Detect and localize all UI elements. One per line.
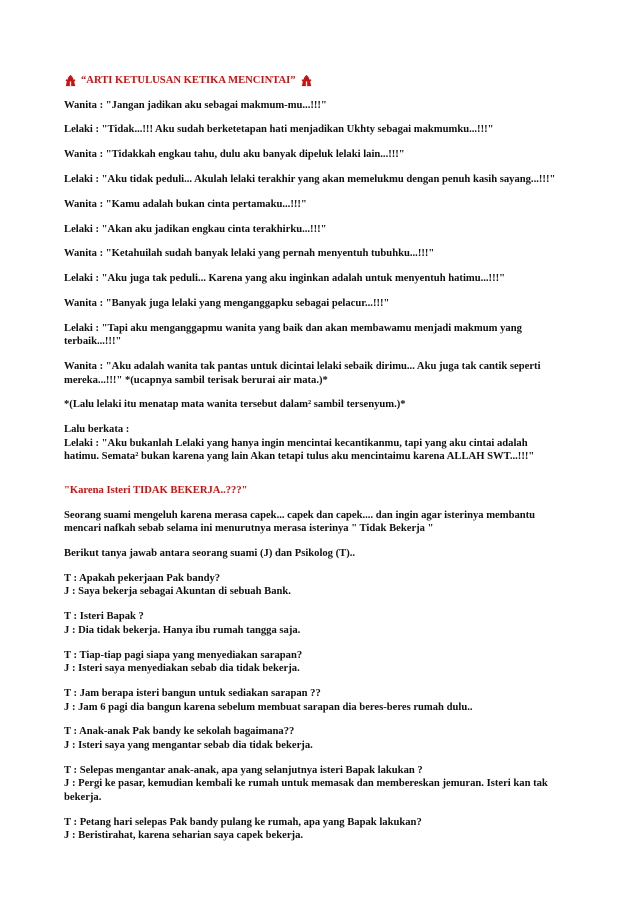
intro-line: Berikut tanya jawab antara seorang suami (J) dan Psikolog (T).. <box>64 548 356 560</box>
closing-paragraph: Lalu berkata : Lelaki : "Aku bukanlah Lelaki yang hanya ingin mencintai kecantikanmu, tapi yang aku cintai adalah hatimu. Semata² bukan karena yang lain Akan tetapi tulus aku mencintaimu karena ALLAH SWT...!!!" <box>64 424 535 463</box>
dialogue-line: Wanita : "Ketahuilah sudah banyak lelaki yang pernah menyentuh tubuhku...!!!" <box>64 248 435 260</box>
dialogue-line: Wanita : "Tidakkah engkau tahu, dulu aku banyak dipeluk lelaki lain...!!!" <box>64 149 405 161</box>
flower-ornament-icon <box>64 74 77 87</box>
qa-pair: T : Selepas mengantar anak-anak, apa yang selanjutnya isteri Bapak lakukan ? J : Pergi ke pasar, kemudian kembali ke rumah untuk memasak dan membereskan jemuran. Isteri kan tak bekerja. <box>64 764 548 803</box>
dialogue-line: Lelaki : "Tidak...!!! Aku sudah berketetapan hati menjadikan Ukhty sebagai makmumku...!!!" <box>64 124 494 136</box>
qa-pair: T : Anak-anak Pak bandy ke sekolah bagaimana?? J : Isteri saya yang mengantar sebab dia tidak bekerja. <box>64 726 313 751</box>
story2-title: "Karena Isteri TIDAK BEKERJA..???" <box>64 484 248 496</box>
dialogue-line: Lelaki : "Tapi aku menganggapmu wanita yang baik dan akan membawamu menjadi makmum yang terbaik...!!!" <box>64 322 522 348</box>
dialogue-line: Wanita : "Jangan jadikan aku sebagai makmum-mu...!!!" <box>64 99 327 111</box>
narration-line: *(Lalu lelaki itu menatap mata wanita tersebut dalam² sambil tersenyum.)* <box>64 399 406 411</box>
qa-pair: T : Jam berapa isteri bangun untuk sediakan sarapan ?? J : Jam 6 pagi dia bangun karena sebelum membuat sarapan dia beres-beres rumah dulu.. <box>64 688 473 713</box>
qa-pair: T : Apakah pekerjaan Pak bandy? J : Saya bekerja sebagai Akuntan di sebuah Bank. <box>64 572 291 598</box>
dialogue-line: Wanita : "Aku adalah wanita tak pantas untuk dicintai lelaki sebaik dirimu... Aku juga tak cantik seperti mereka...!!!" *(ucapnya sambil terisak berurai air mata.)* <box>64 361 541 386</box>
qa-pair: T : Petang hari selepas Pak bandy pulang ke rumah, apa yang Bapak lakukan? J : Beristirahat, karena seharian saya capek bekerja. <box>64 816 422 842</box>
story1-title-row <box>64 74 578 88</box>
story1-title: “ARTI KETULUSAN KETIKA MENCINTAI” <box>81 75 296 86</box>
dialogue-line: Lelaki : "Aku juga tak peduli... Karena yang aku inginkan adalah untuk menyentuh hatimu...!!!" <box>64 273 506 285</box>
dialogue-line: Wanita : "Kamu adalah bukan cinta pertamaku...!!!" <box>64 198 307 210</box>
qa-pair: T : Tiap-tiap pagi siapa yang menyediakan sarapan? J : Isteri saya menyediakan sebab dia tidak bekerja. <box>64 649 303 675</box>
dialogue-line: Lelaki : "Aku tidak peduli... Akulah lelaki terakhir yang akan memelukmu dengan penuh kasih sayang...!!!" <box>64 173 556 185</box>
dialogue-line: Lelaki : "Akan aku jadikan engkau cinta terakhirku...!!!" <box>64 223 327 235</box>
qa-pair: T : Isteri Bapak ? J : Dia tidak bekerja. Hanya ibu rumah tangga saja. <box>64 611 301 636</box>
dialogue-line: Wanita : "Banyak juga lelaki yang menganggapku sebagai pelacur...!!!" <box>64 297 390 309</box>
flower-ornament-icon <box>300 74 313 87</box>
intro-paragraph: Seorang suami mengeluh karena merasa capek... capek dan capek.... dan ingin agar isterinya membantu mencari nafkah sebab selama ini menurutnya merasa isterinya " Tidak Bekerja " <box>64 509 536 535</box>
